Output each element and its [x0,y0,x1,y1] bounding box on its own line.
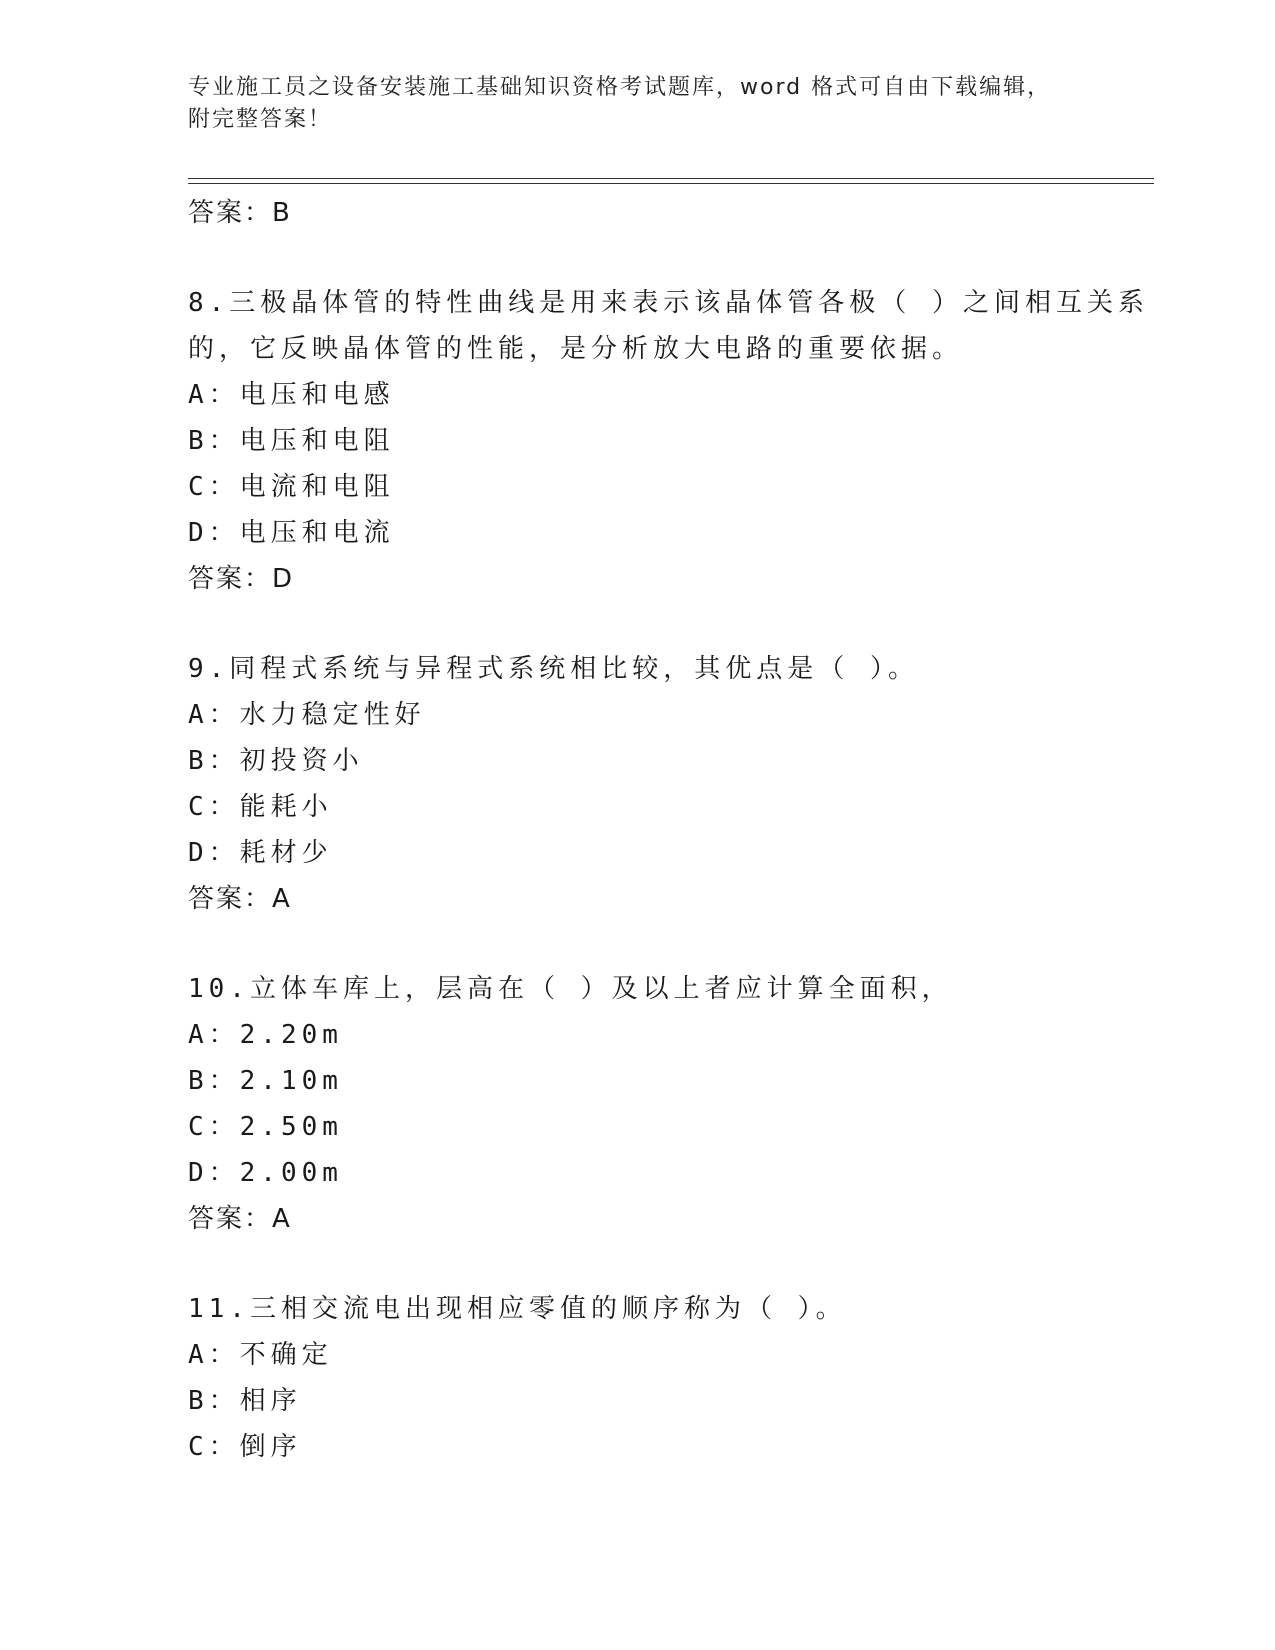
answer: 答案：A [188,884,292,914]
header-line-1: 专业施工员之设备安装施工基础知识资格考试题库，word 格式可自由下载编辑， [188,75,1052,100]
option-d: D：耗材少 [188,838,333,868]
spacer [188,602,1154,646]
option-a: A：电压和电感 [188,380,395,410]
option-b: B：电压和电阻 [188,426,395,456]
option-d: D：电压和电流 [188,518,395,548]
option-a: A：不确定 [188,1340,333,1370]
answer: 答案：A [188,1204,292,1234]
option-c: C：电流和电阻 [188,472,395,502]
document-header [188,72,1068,136]
question-stem: 8.三极晶体管的特性曲线是用来表示该晶体管各极（ ）之间相互关系 [188,288,1149,318]
header-divider [188,178,1154,184]
question-stem: 的，它反映晶体管的性能，是分析放大电路的重要依据。 [188,334,964,364]
option-d: D：2.00m [188,1158,343,1188]
question-11 [188,1286,1154,1470]
question-list [188,190,1154,1470]
answer: 答案：D [188,564,295,594]
option-a: A：水力稳定性好 [188,700,426,730]
header-line-2: 附完整答案！ [188,107,333,132]
option-a: A：2.20m [188,1020,343,1050]
question-stem: 11.三相交流电出现相应零值的顺序称为（ ）。 [188,1294,847,1324]
previous-answer: 答案：B [188,198,292,228]
spacer [188,922,1154,966]
question-8 [188,280,1154,602]
question-stem: 10.立体车库上，层高在（ ）及以上者应计算全面积， [188,974,953,1004]
option-c: C：能耗小 [188,792,333,822]
spacer [188,236,1154,280]
option-b: B：2.10m [188,1066,343,1096]
question-stem: 9.同程式系统与异程式系统相比较，其优点是（ ）。 [188,654,919,684]
spacer [188,1242,1154,1286]
option-c: C：倒序 [188,1432,302,1462]
question-9 [188,646,1154,922]
option-b: B：初投资小 [188,746,364,776]
option-b: B：相序 [188,1386,302,1416]
question-10 [188,966,1154,1242]
option-c: C：2.50m [188,1112,343,1142]
